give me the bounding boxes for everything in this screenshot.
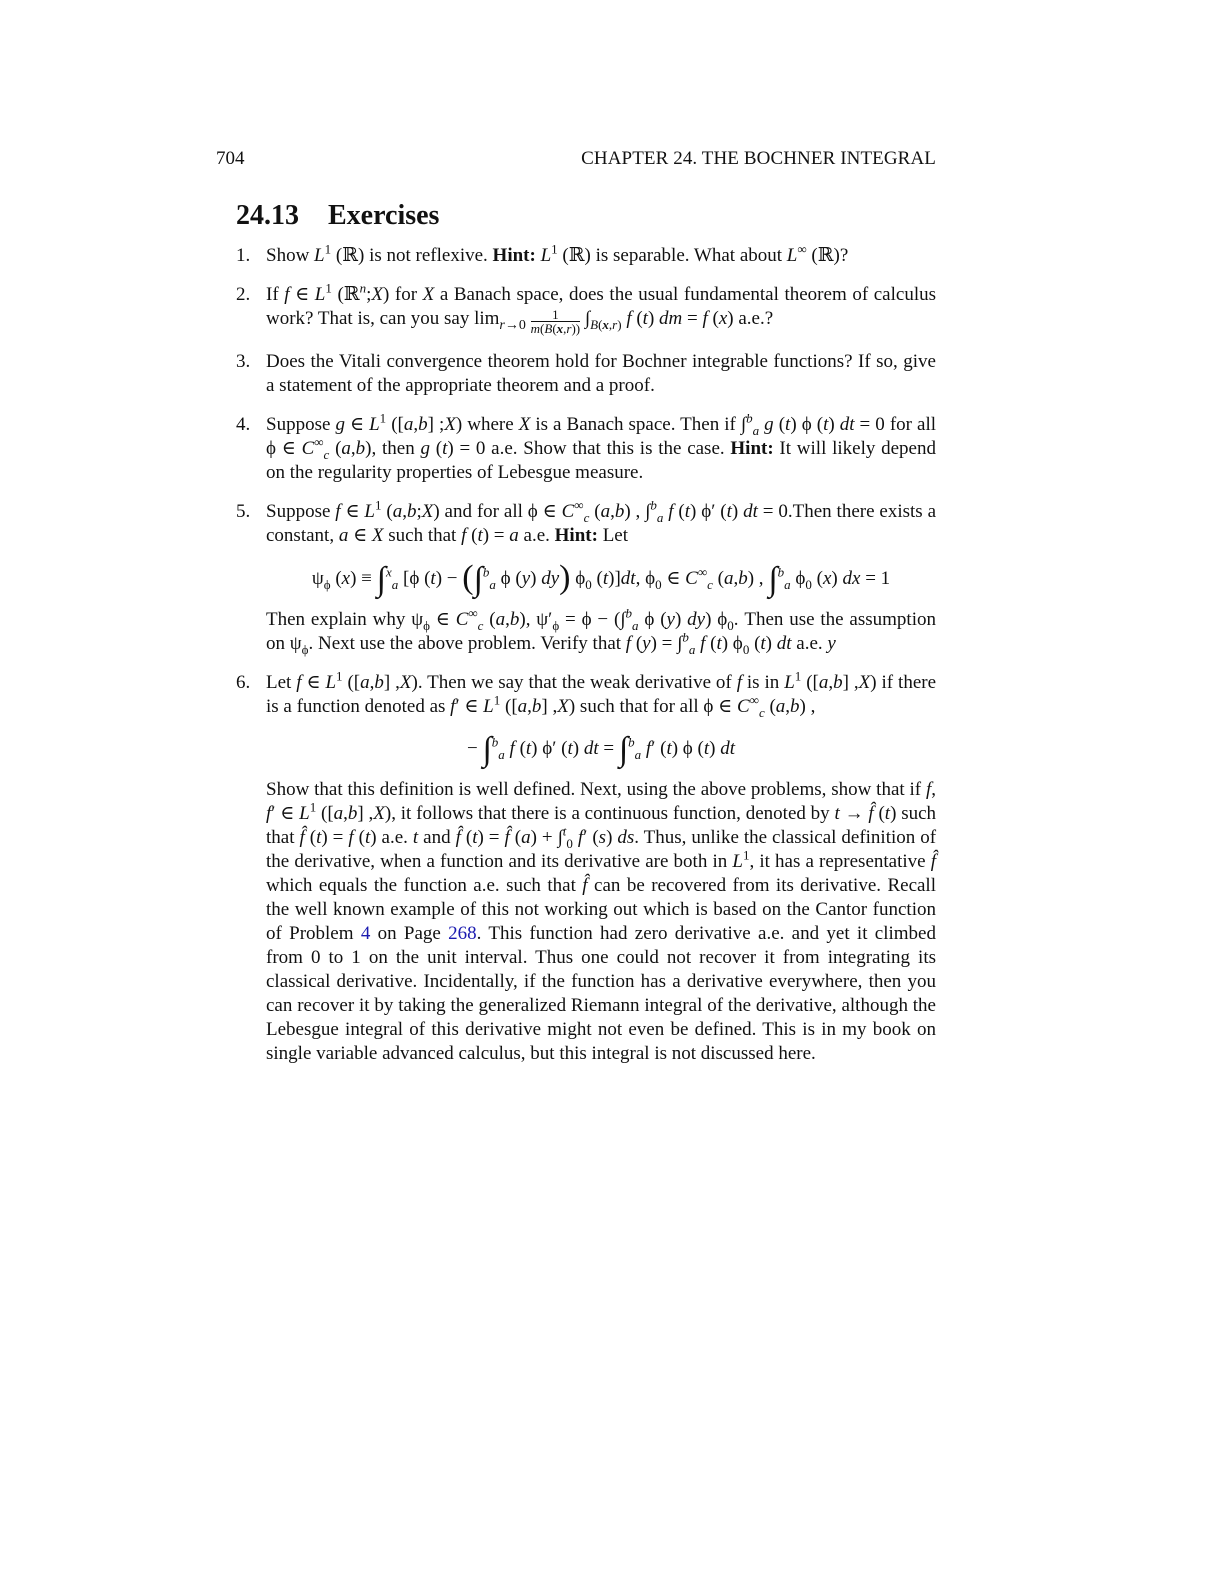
display-equation-weak-derivative: − ∫$^b_a$ f (t) ϕ′ (t) dt = ∫$^b_a$ f′ (t) ϕ (t) dt: [466, 731, 736, 768]
exercise-list: [236, 241, 937, 1081]
exercise-4: [236, 410, 937, 485]
exercise-number: 6.: [236, 672, 251, 693]
exercise-1: [236, 241, 936, 268]
exercise-text-continued: Then explain why $\psi_\phi$ ∈ $C^\infty_c$ (a,b), $\psi'_\phi = \phi - (\int^b_a$ ϕ (y) dy) $\phi_0$. Then use the assumption on $\psi_\phi$. Next use the above problem. Verify that f (y) = ∫$^b_a$ f (t) $\phi_0$ (t) dt a.e. y: [266, 605, 936, 657]
exercise-text: Suppose f ∈ $L^1$ (a,b;X) and for all ϕ ∈ $C^\infty_c$ (a,b) , ∫$^b_a$ f (t) ϕ′ (t) dt = 0.Then there exists a constant, a ∈ X such that f (t) = a a.e. Hint: Let: [266, 497, 937, 546]
exercise-2: [236, 280, 936, 336]
exercise-text: Does the Vitali convergence theorem hold for Bochner integrable functions? If so, give a statement of the appropriate theorem and a proof.: [266, 351, 936, 396]
display-equation-psi: $\psi_\phi$ (x) ≡ ∫$^x_a$ [ϕ (t) − (∫$^b_a$ ϕ (y) dy) $\phi_0$ (t)]dt, $\phi_0$ ∈ $C^\infty_c$ (a,b) , ∫$^b_a$ $\phi_0$ (x) dx = 1: [311, 559, 891, 598]
exercise-number: 5.: [236, 501, 251, 522]
exercise-text: Suppose g ∈ $L^1$ ([a,b] ;X) where X is a Banach space. Then if ∫$^b_a$ g (t) ϕ (t) dt = 0 for all ϕ ∈ $C^\infty_c$ (a,b), then g (t) = 0 a.e. Show that this is the case. Hint: It will likely depend on the regularity properties of Lebesgue measure.: [266, 410, 937, 483]
chapter-title: CHAPTER 24. THE BOCHNER INTEGRAL: [581, 148, 936, 169]
exercise-6: [236, 668, 937, 1066]
section-number: 24.13: [236, 200, 299, 231]
exercise-text: If f ∈ $L^1$ (ℝ$^n$;X) for X a Banach space, does the usual fundamental theorem of calculus work? That is, can you say $\lim_{r\to 0}$ $\frac{1}{m(B(x,r))}$ $\int_{B(x,r)}$ f (t) dm = f (x) a.e.?: [266, 280, 936, 336]
section-title: Exercises: [328, 200, 440, 231]
exercise-number: 4.: [236, 414, 251, 435]
problem-link[interactable]: 4: [360, 923, 371, 944]
exercise-text: Let f ∈ $L^1$ ([a,b] ,X). Then we say that the weak derivative of f is in $L^1$ ([a,b] ,X) if there is a function denoted as f′ ∈ $L^1$ ([a,b] ,X) such that for all ϕ ∈ $C^\infty_c$ (a,b) ,: [266, 668, 937, 720]
section-heading: [236, 200, 439, 232]
exercise-3: [236, 350, 936, 398]
exercise-text-continued: Show that this definition is well defined. Next, using the above problems, show that if f, f′ ∈ $L^1$ ([a,b] ,X), it follows that there is a continuous function, denoted by t → f̂ (t) such that f̂ (t) = f (t) a.e. t and f̂ (t) = f̂ (a) + ∫$^t_0$ f′ (s) ds. Thus, unlike the classical definition of the derivative, when a function and its derivative are both in $L^1$, it has a representative f̂ which equals the function a.e. such that f̂ can be recovered from its derivative. Recall the well known example of this not working out which is based on the Cantor function of Problem 4 on Page 268. This function had zero derivative a.e. and yet it climbed from 0 to 1 on the unit interval. Thus one could not recover it from integrating its classical derivative. Incidentally, if the function has a derivative everywhere, then you can recover it by taking the generalized Riemann integral of the derivative, although the Lebesgue integral of this derivative might not even be defined. This is in my book on single variable advanced calculus, but this integral is not discussed here.: [266, 779, 937, 1064]
exercise-5: [236, 497, 937, 657]
exercise-text: Show $L^1$ (ℝ) is not reflexive. Hint: $L^1$ (ℝ) is separable. What about L∞ (ℝ)?: [266, 241, 849, 266]
exercise-number: 1.: [236, 245, 251, 266]
exercise-number: 2.: [236, 284, 251, 305]
running-header: [216, 148, 936, 172]
page-number: 704: [216, 148, 245, 169]
exercise-number: 3.: [236, 351, 251, 372]
page-link[interactable]: 268: [448, 923, 477, 944]
